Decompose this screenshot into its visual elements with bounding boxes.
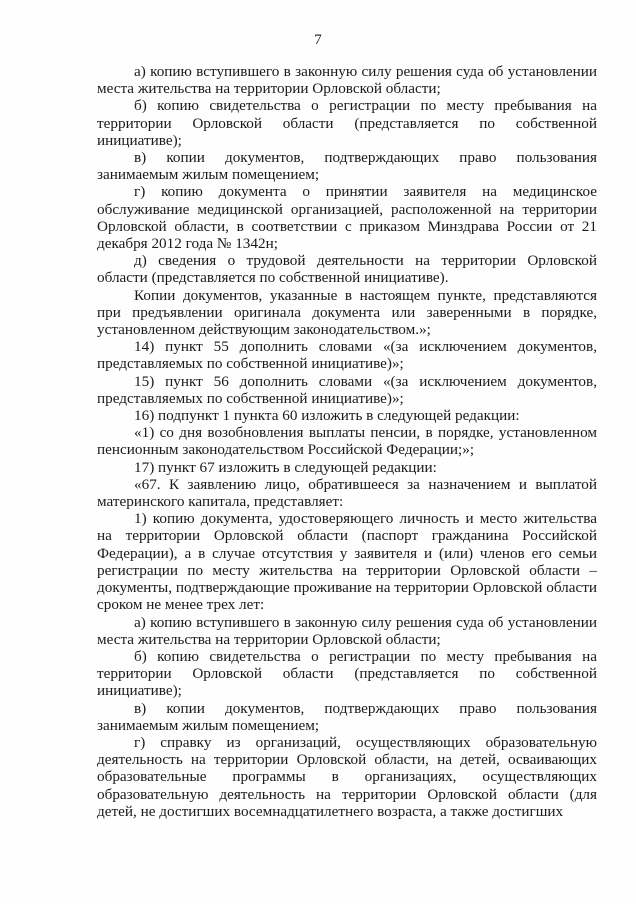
paragraph: в) копии документов, подтверждающих право пользования занимаемым жилым помещением; [97,699,597,734]
paragraph: 1) копию документа, удостоверяющего личность и место жительства на территории Орловской области (паспорт гражданина Российской Федерации), а в случае отсутствия у заявителя и (или) членов его семьи регистрации по месту жительства на территории Орловской области – документы, подтверждающие проживание на территории Орловской области сроком не менее трех лет: [97,510,597,614]
paragraph: 15) пункт 56 дополнить словами «(за исключением документов, представляемых по собственной инициативе)»; [97,372,597,407]
paragraph: 14) пункт 55 дополнить словами «(за исключением документов, представляемых по собственной инициативе)»; [97,338,597,373]
paragraph: Копии документов, указанные в настоящем пункте, представляются при предъявлении оригинала документа или заверенными в порядке, установленном действующим законодательством.»; [97,286,597,339]
document-body [97,63,597,820]
paragraph: «67. К заявлению лицо, обратившееся за назначением и выплатой материнского капитала, представляет: [97,475,597,511]
paragraph: а) копию вступившего в законную силу решения суда об установлении места жительства на территории Орловской области; [97,63,597,98]
paragraph: «1) со дня возобновления выплаты пенсии, в порядке, установленном пенсионным законодательством Российской Федерации;»; [97,424,597,459]
paragraph: в) копии документов, подтверждающих право пользования занимаемым жилым помещением; [97,149,597,184]
paragraph: б) копию свидетельства о регистрации по месту пребывания на территории Орловской области (представляется по собственной инициативе); [97,647,597,700]
paragraph: д) сведения о трудовой деятельности на территории Орловской области (представляется по собственной инициативе). [97,252,597,287]
paragraph: 16) подпункт 1 пункта 60 изложить в следующей редакции: [134,407,520,425]
paragraph: 17) пункт 67 изложить в следующей редакции: [134,458,437,476]
paragraph: а) копию вступившего в законную силу решения суда об установлении места жительства на территории Орловской области; [97,613,597,648]
paragraph: б) копию свидетельства о регистрации по месту пребывания на территории Орловской области (представляется по собственной инициативе); [97,97,597,149]
paragraph: г) справку из организаций, осуществляющих образовательную деятельность на территории Орловской области, на детей, осваивающих образовательные программы в организациях, осуществляющих образовательную деятельность на территории Орловской области (для детей, не достигших восемнадцатилетнего возраста, а также достигших [97,733,597,820]
paragraph: г) копию документа о принятии заявителя на медицинское обслуживание медицинской организацией, расположенной на территории Орловской области, в соответствии с приказом Минздрава России от 21 декабря 2012 года № 1342н; [97,183,597,253]
page-number: 7 [314,32,322,48]
